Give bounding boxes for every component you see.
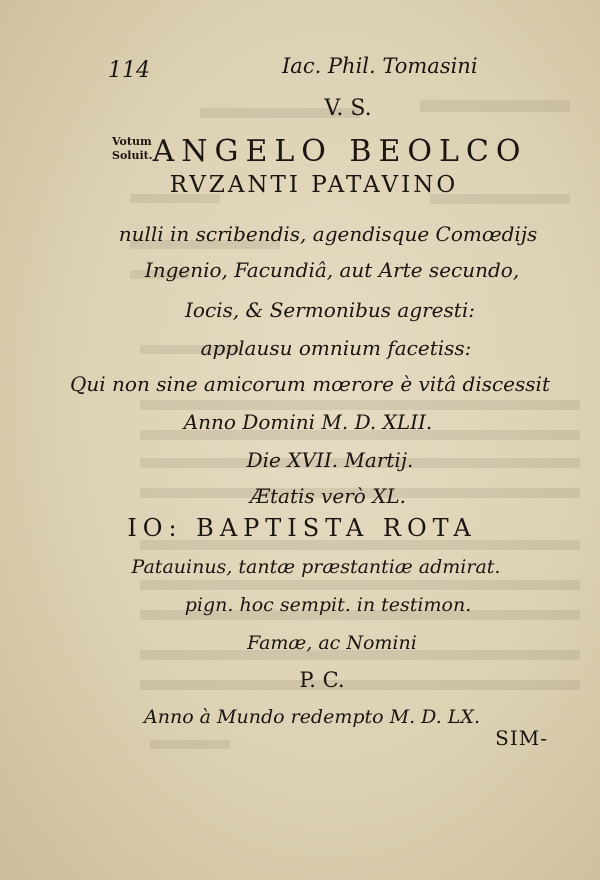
catchword: SIM-	[495, 726, 548, 750]
inscription-line: Iocis, & Sermonibus agresti:	[185, 298, 475, 322]
inscription-date-year: Anno Domini M. D. XLII.	[183, 410, 433, 434]
inscription-age: Ætatis verò XL.	[249, 484, 406, 508]
inscription-pc: P. C.	[299, 668, 345, 692]
inscription-line: Qui non sine amicorum mœrore è vitâ discessit	[70, 372, 550, 396]
inscription-dedicator: IO: BAPTISTA ROTA	[127, 514, 477, 542]
marginal-note-line: Soluit.	[112, 149, 153, 162]
inscription-final-date: Anno à Mundo redempto M. D. LX.	[144, 706, 480, 728]
inscription-line: Patauinus, tantæ præstantiæ admirat.	[131, 556, 501, 578]
inscription-line: Ingenio, Facundiâ, aut Arte secundo,	[144, 258, 520, 282]
inscription-line: pign. hoc sempit. in testimon.	[184, 594, 472, 616]
inscription-vs: V. S.	[324, 96, 372, 121]
inscription-name-2: RVZANTI PATAVINO	[169, 172, 459, 198]
page-number: 114	[108, 58, 150, 83]
inscription-line: applausu omnium facetiss:	[200, 336, 472, 360]
running-title: Iac. Phil. Tomasini	[282, 54, 478, 78]
inscription-name: ANGELO BEOLCO	[152, 134, 528, 169]
marginal-note-line: Votum	[112, 135, 152, 148]
inscription-line: Famæ, ac Nomini	[247, 632, 417, 654]
inscription-line: nulli in scribendis, agendisque Comœdijs	[118, 222, 538, 246]
inscription-date-day: Die XVII. Martij.	[246, 448, 414, 472]
